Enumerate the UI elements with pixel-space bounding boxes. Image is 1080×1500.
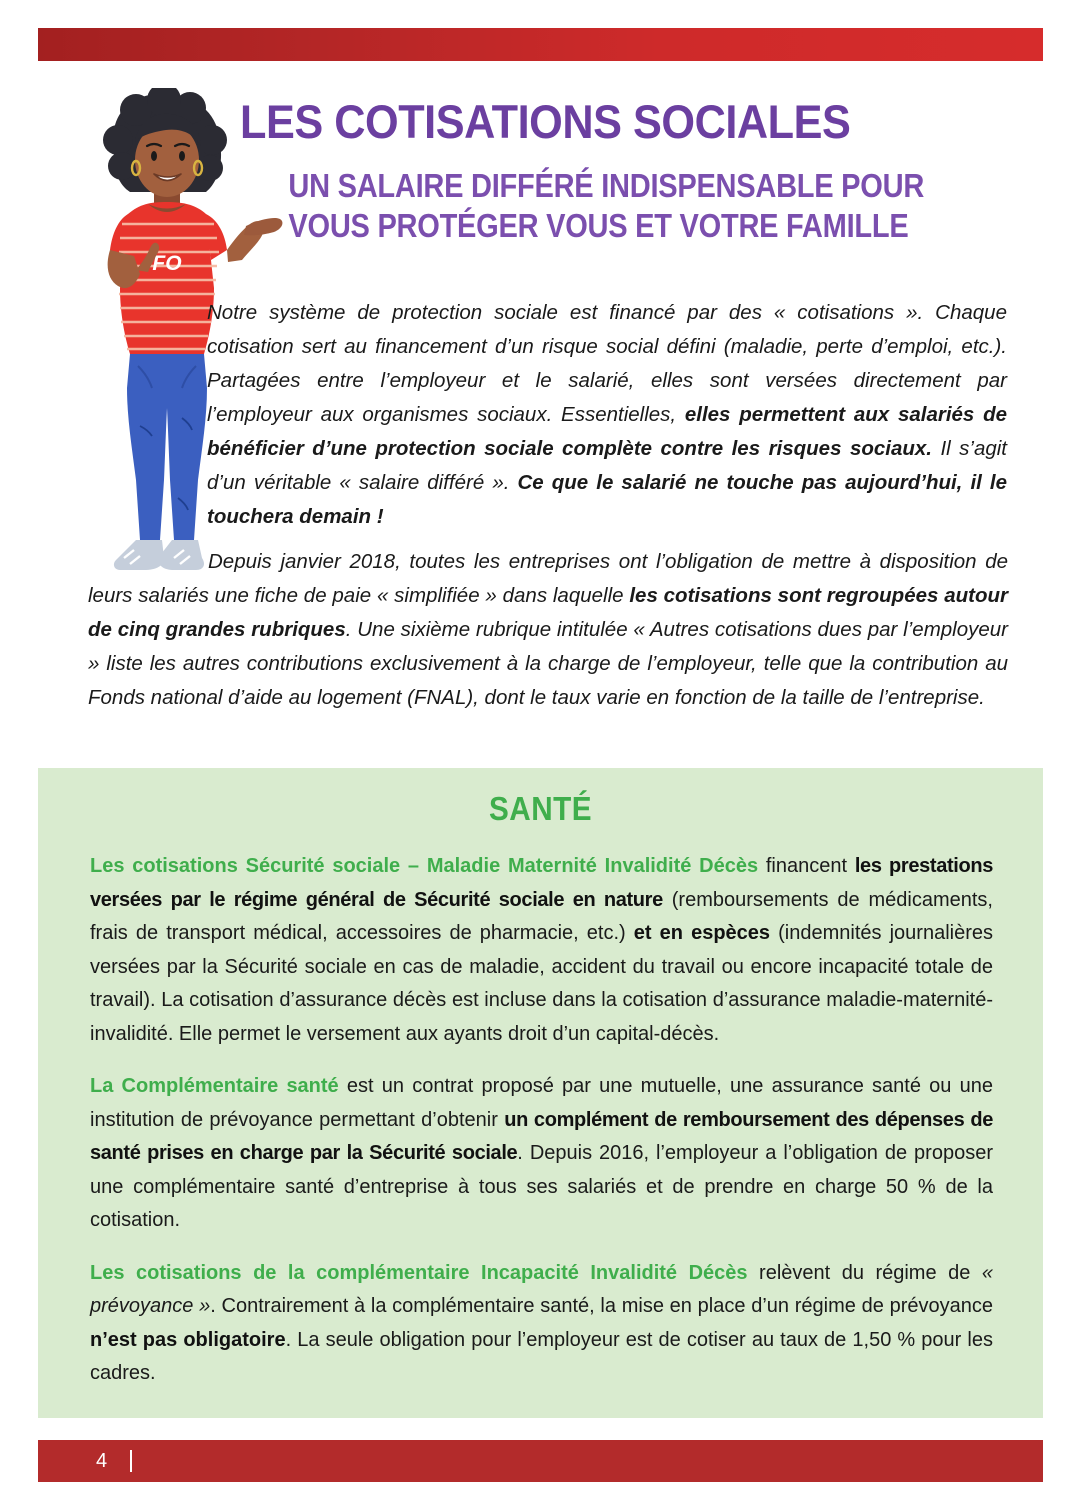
sante-p1-bold-2: et en espèces bbox=[633, 922, 771, 944]
sante-p1-part-1: financent bbox=[758, 855, 855, 877]
sante-p2-lead: La Complémentaire santé bbox=[90, 1075, 339, 1097]
page-number-divider bbox=[130, 1450, 132, 1472]
top-red-bar bbox=[38, 28, 1043, 61]
sante-p1-part-3: (indemnités journalières versées par la Sécurité sociale en cas de maladie, accident du travail ou encore incapacité totale de travail). La cotisation d’assurance décès est incluse dans la cotisation d’assurance maladie-maternité-invalidité. Elle permet le versement aux ayants droit d’un capital-décès. bbox=[90, 922, 993, 1045]
intro-1-bold-2: Ce que le salarié ne touche pas aujourd’hui, il le touchera demain ! bbox=[207, 471, 1007, 528]
sante-p3-part-2: . Contrairement à la complémentaire santé, la mise en place d’un régime de prévoyance bbox=[210, 1295, 993, 1317]
sante-p3-part-1: relèvent du régime de bbox=[747, 1261, 982, 1284]
intro-2-part-2: . Une sixième rubrique intitulée « Autres cotisations dues par l’employeur » liste les autres contributions exclusivement à la charge de l’employeur, telle que la contribution au Fonds national d’aide au logement (FNAL), dont le taux varie en fonction de la taille de l’entreprise. bbox=[88, 618, 1009, 709]
svg-text:FO: FO bbox=[152, 252, 182, 275]
intro-1-part-1: Notre système de protection sociale est financé par des « cotisations ». Chaque cotisation sert au financement d’un risque social défini (maladie, perte d’emploi, etc.). Partagées entre l’employeur et le salarié, elles sont versées directement par l’employeur aux organismes sociaux. Essentielles, bbox=[207, 301, 1007, 426]
sante-section-title: SANTÉ bbox=[489, 790, 592, 827]
subtitle-line-1: UN SALAIRE DIFFÉRÉ INDISPENSABLE POUR bbox=[288, 167, 925, 204]
intro-2-part-1: Depuis janvier 2018, toutes les entreprises ont l’obligation de mettre à disposition de leurs salariés une fiche de paie « simplifiée » dans laquelle bbox=[88, 550, 1008, 607]
page-subtitle bbox=[240, 166, 925, 246]
sante-section bbox=[38, 768, 1043, 1418]
sante-p3-bold-1: n’est pas obligatoire bbox=[90, 1328, 286, 1351]
intro-1-bold-1: elles permettent aux salariés de bénéficier d’une protection sociale complète contre les risques sociaux. bbox=[207, 403, 1007, 460]
sante-p2-bold-1: un complément de remboursement des dépenses de santé prises en charge par la Sécurité sociale bbox=[90, 1108, 993, 1164]
intro-1-part-2: Il s’agit d’un véritable « salaire différé ». bbox=[207, 437, 1007, 494]
intro-2-bold-1: les cotisations sont regroupées autour de cinq grandes rubriques bbox=[88, 584, 1008, 641]
sante-p1-bold-1: les prestations versées par le régime général de Sécurité sociale en nature bbox=[90, 855, 993, 911]
sante-paragraph-1 bbox=[90, 850, 993, 1051]
sante-paragraph-2 bbox=[90, 1070, 993, 1238]
sante-p3-part-3: . La seule obligation pour l’employeur est de cotiser au taux de 1,50 % pour les cadres. bbox=[90, 1328, 994, 1384]
sante-p3-italic-1: « prévoyance » bbox=[90, 1261, 993, 1317]
intro-paragraph-1 bbox=[207, 296, 1007, 534]
sante-p1-part-2: (remboursements de médicaments, frais de transport médical, accessoires de pharmacie, etc.) bbox=[90, 888, 993, 944]
sante-p3-lead: Les cotisations de la complémentaire Incapacité Invalidité Décès bbox=[90, 1261, 748, 1284]
page-number: 4 bbox=[96, 1450, 109, 1472]
sante-p1-lead: Les cotisations Sécurité sociale – Maladie Maternité Invalidité Décès bbox=[90, 855, 759, 877]
intro-paragraph-2 bbox=[88, 545, 1008, 715]
sante-paragraph-3 bbox=[90, 1257, 993, 1391]
sante-p2-part-1: est un contrat proposé par une mutuelle, une assurance santé ou une institution de prévoyance permettant d’obtenir bbox=[90, 1075, 993, 1131]
page-title: LES COTISATIONS SOCIALES bbox=[240, 95, 851, 148]
footer-red-bar bbox=[38, 1440, 1043, 1482]
sante-p2-part-2: . Depuis 2016, l’employeur a l’obligation de proposer une complémentaire santé d’entreprise à tous ses salariés et de prendre en charge 50 % de la cotisation. bbox=[90, 1142, 993, 1231]
sante-body bbox=[38, 828, 1043, 1391]
header-block bbox=[240, 95, 925, 246]
subtitle-line-2: VOUS PROTÉGER VOUS ET VOTRE FAMILLE bbox=[288, 207, 909, 244]
